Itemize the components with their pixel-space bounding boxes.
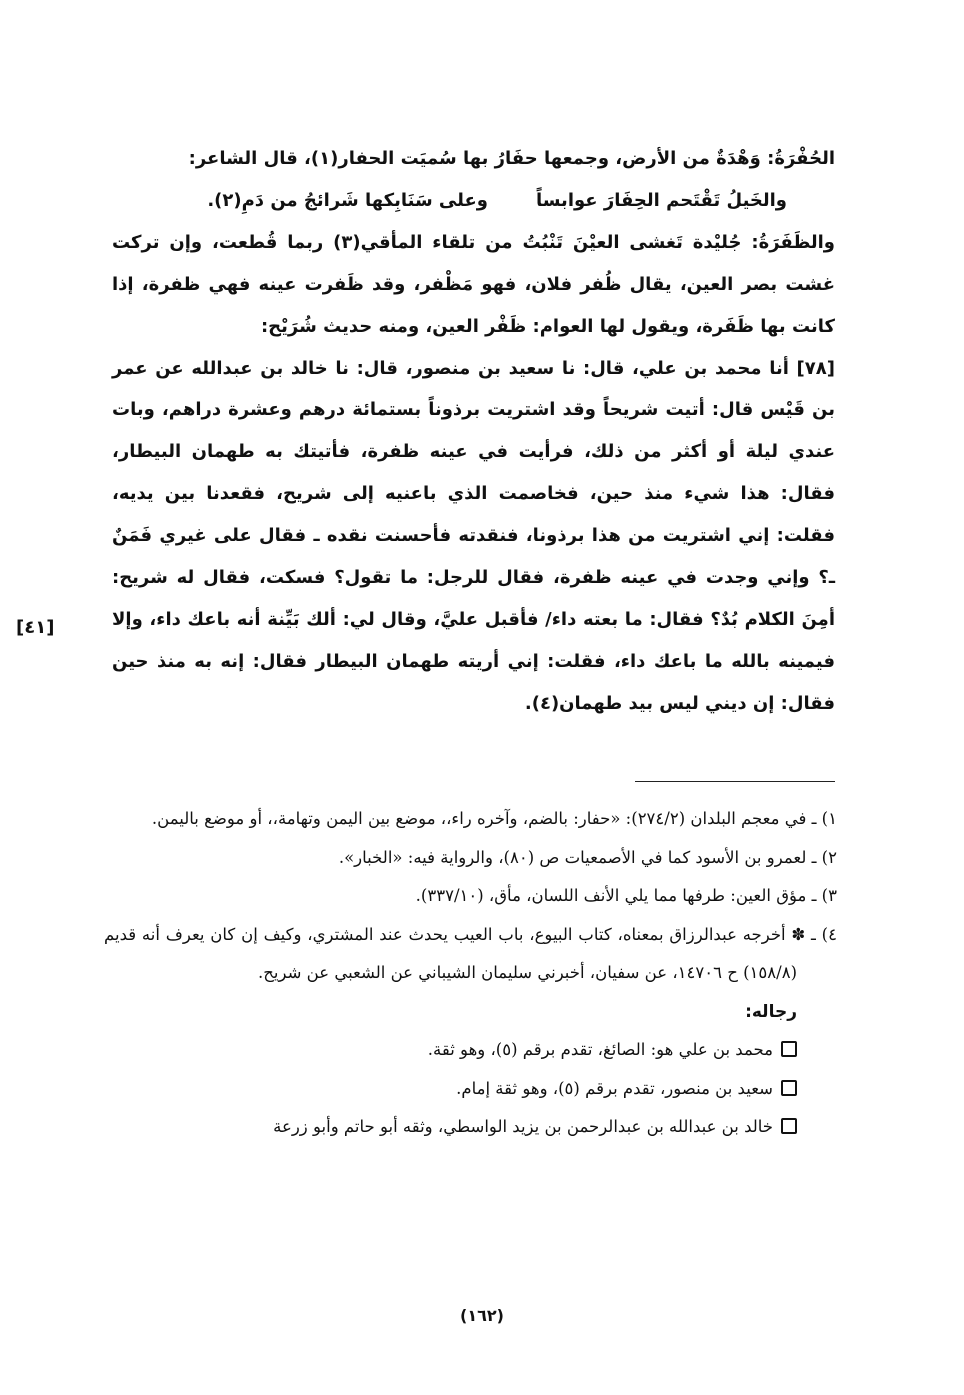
narrators-heading: رجاله:	[745, 1001, 797, 1022]
checkbox-icon	[781, 1041, 797, 1057]
footnote-2: ٢) ـ لعمرو بن الأسود كما في الأصمعيات ص (٨٠)، والرواية فيه: «الخبار».	[338, 847, 837, 867]
footnote-3: ٣) ـ مؤق العين: طرفها مما يلي الأنف اللسان، مأق، (٣٣٧/١٠).	[415, 886, 837, 905]
footnotes	[104, 800, 837, 1147]
main-text	[112, 138, 835, 725]
footnote-separator	[635, 781, 835, 782]
footnote-1: ١) ـ في معجم البلدان (٢٧٤/٢): «حفار: بالضم، وآخره راء،، موضع بين اليمن وتهامة،، أو موضع باليمن.	[151, 809, 837, 828]
paragraph-hufra: الحُفْرَةُ: وَهْدَةٌ من الأرض، وجمعها حفَارُ بها سُميَت الحفار(١)، قال الشاعر:	[188, 148, 835, 169]
narrator-text: خالد بن عبدالله بن عبدالرحمن بن يزيد الواسطي، وثقه أبو حاتم وأبو زرعة	[273, 1117, 773, 1136]
checkbox-icon	[781, 1080, 797, 1096]
narrator-item	[104, 1031, 837, 1070]
verse-second-hemistich: وعلى سَنَابِكها شَرائجُ من دَمِ(٢).	[207, 189, 488, 211]
paragraph-zafara: والظَفَرَةُ: جُليْدة تَغشى العيْنَ تَنْبُتُ من تلقاء المأقي(٣) ربما قُطعت، وإن تركت غشت بصر العين، يقال ظُفر فلان، فهو مَظْفر، وقد ظَفرت عينه فهي ظفرة، إذا كانت بها ظَفَرة، ويقول لها العوام: ظَفْر العين، ومنه حديث شُرَيْح:	[112, 231, 835, 337]
poetry-verse	[112, 180, 835, 222]
checkbox-icon	[781, 1118, 797, 1134]
narrator-text: سعيد بن منصور، تقدم برقم (٥)، وهو ثقة إمام.	[456, 1078, 773, 1098]
narrator-item	[104, 1108, 837, 1147]
hadith-78: [٧٨] أنا محمد بن علي، قال: نا سعيد بن منصور، قال: نا خالد بن عبدالله عن عمر بن قَيْس قال: أتيت شريحاً وقد اشتريت برذوناً بستمائة درهم وعشرة دراهم، وبات عندي ليلة أو أكثر من ذلك، فرأيت في عينه ظفرة، فأتيتك به طهمان البيطار، فقال: هذا شيء منذ حين، فخاصمت الذي باعنيه إلى شريح، فقعدنا بين يديه، فقلت: إني اشتريت من هذا برذونا، فنقدته فأحسنت نقده ـ فقال على غيري فَمَنٌ ـ؟ وإني وجدت في عينه ظفرة، فقال للرجل: ما تقول؟ فسكت، فقال له شريح: أمِنَ الكلام بُدٌ؟ فقال: ما بعته داء/ فأقبل عليَّ، وقال لي: ألك بَيِّنة أنه باعك داء، وإلا فيمينه بالله ما باعك داء، فقلت: إني أريته طهمان البيطار فقال: إنه به منذ حين فقال: إن ديني ليس بيد طهمان(٤).	[112, 357, 835, 714]
manuscript-folio-marker: [٤١]	[16, 617, 55, 638]
footnote-4: ٤) ـ ✽ أخرجه عبدالرزاق بمعناه، كتاب البيوع، باب العيب يحدث عند المشتري، وكيف إن كان يعرف أنه قديم (١٥٨/٨) ح ١٤٧٠٦، عن سفيان، أخبرني سليمان الشيباني عن الشعبي عن شريح.	[104, 924, 837, 982]
verse-first-hemistich: والخَيلُ تَقْتَحم الحِفَارَ عوابساً	[535, 189, 787, 211]
page-number: (١٦٢)	[460, 1306, 504, 1325]
narrator-text: محمد بن علي هو: الصائغ، تقدم برقم (٥)، وهو ثقة.	[427, 1040, 773, 1059]
narrator-item	[104, 1070, 837, 1109]
